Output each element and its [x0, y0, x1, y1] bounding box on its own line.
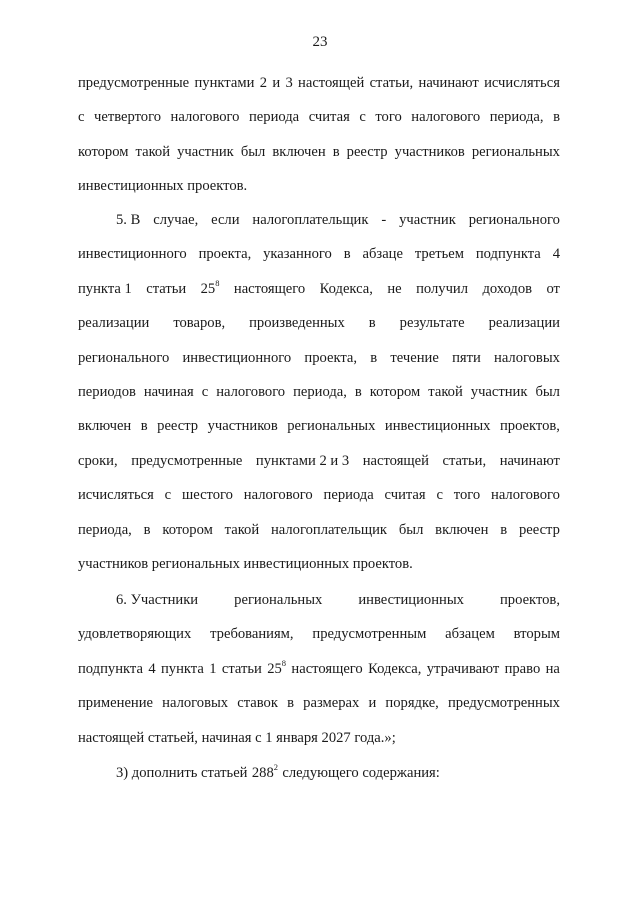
- word: произведенных: [249, 315, 345, 332]
- word: с: [164, 487, 172, 504]
- word: от: [546, 280, 560, 297]
- article-number: $25^8$: [267, 657, 287, 677]
- paragraph-line: [78, 100, 560, 134]
- line-text: настоящей статьей, начиная с 1 января 2027 года.»;: [78, 729, 396, 746]
- paragraph-line: [78, 203, 560, 237]
- word: шестого: [181, 487, 233, 504]
- word: инвестиционных: [358, 592, 464, 608]
- word: проектов,: [499, 418, 560, 435]
- word: 2: [259, 75, 267, 91]
- word: в: [332, 143, 340, 160]
- word: право: [504, 660, 541, 677]
- word: пяти: [452, 349, 481, 366]
- word: в: [368, 315, 376, 332]
- word: начинают: [499, 452, 560, 469]
- word: получил: [416, 280, 469, 297]
- word: участник: [177, 143, 234, 160]
- word: настоящей: [362, 452, 429, 469]
- paragraph-line: [78, 444, 560, 478]
- paragraph-line: [78, 409, 560, 443]
- word: утрачивают: [426, 660, 500, 677]
- article-number: $25^8$: [200, 277, 220, 297]
- line-text: 3) дополнить статьей: [116, 765, 248, 781]
- word: периода,: [78, 521, 132, 538]
- word: налогового: [170, 109, 240, 126]
- paragraph-line: [78, 237, 560, 271]
- word: с: [201, 383, 209, 400]
- word: такой: [224, 521, 260, 538]
- word: порядке,: [385, 695, 439, 712]
- paragraph-line: [78, 341, 560, 375]
- word: реестр: [346, 143, 388, 160]
- word: инвестиционного: [182, 349, 292, 366]
- word: 1: [209, 660, 217, 677]
- word: налоговых: [494, 349, 560, 366]
- word: не: [387, 280, 402, 297]
- paragraph-line: [78, 652, 560, 686]
- word: налоговых: [162, 695, 229, 712]
- word: пунктами 2 и 3: [255, 452, 350, 469]
- word: случае,: [153, 212, 199, 228]
- word: статьи: [221, 660, 262, 677]
- paragraph-line: [78, 513, 560, 547]
- paragraph-line: [78, 721, 560, 755]
- word: подпункта: [475, 246, 541, 263]
- paragraph-line: [78, 478, 560, 512]
- word: проектов,: [499, 592, 560, 608]
- word: настоящего: [233, 280, 306, 297]
- word: статьи: [146, 280, 187, 297]
- word: был: [240, 143, 266, 160]
- word: статьи,: [369, 75, 414, 91]
- word: региональных: [234, 592, 323, 608]
- word: 5. В: [116, 212, 141, 228]
- word: подпункта: [78, 660, 143, 677]
- word: налогоплательщик: [270, 521, 388, 538]
- paragraph-line: [78, 375, 560, 409]
- paragraph-line: [78, 169, 560, 203]
- word: абзацем: [445, 626, 495, 643]
- word: предусмотренным: [312, 626, 427, 643]
- word: пункта: [160, 660, 204, 677]
- word: инвестиционного: [78, 246, 187, 263]
- article-number: $288^2$: [251, 762, 278, 781]
- word: удовлетворяющих: [78, 626, 192, 643]
- word: течение: [390, 349, 439, 366]
- word: инвестиционных: [384, 418, 491, 435]
- paragraph-line: [78, 66, 560, 100]
- word: налогового: [491, 487, 560, 504]
- word: предусмотренные: [131, 452, 243, 469]
- word: периода,: [489, 109, 544, 126]
- paragraph-1: [78, 66, 560, 204]
- word: указанного: [263, 246, 332, 263]
- word: вторым: [513, 626, 560, 643]
- word: пунктами: [194, 75, 255, 91]
- word: размерах: [303, 695, 360, 712]
- word: на: [545, 660, 560, 677]
- word: в: [354, 383, 362, 400]
- paragraph-2: [78, 203, 560, 581]
- word: пункта 1: [78, 280, 132, 297]
- word: настоящей: [298, 75, 365, 91]
- paragraph-line: [78, 583, 560, 617]
- paragraph-line: [78, 756, 560, 790]
- word: налогового: [411, 109, 481, 126]
- word: того: [375, 109, 402, 126]
- word: включен: [272, 143, 326, 160]
- word: товаров,: [173, 315, 226, 332]
- word: в: [140, 418, 148, 435]
- word: участников: [207, 418, 278, 435]
- word: с: [436, 487, 443, 504]
- word: 4: [148, 660, 156, 677]
- word: в: [287, 695, 295, 712]
- word: реестр: [518, 521, 560, 538]
- word: ставок: [237, 695, 278, 712]
- word: настоящего: [291, 660, 363, 677]
- word: котором: [162, 521, 213, 538]
- word: участник: [399, 212, 456, 228]
- paragraph-4: [78, 756, 560, 790]
- word: исчисляться: [484, 75, 560, 91]
- line-text: участников региональных инвестиционных проектов.: [78, 555, 413, 572]
- word: и: [368, 695, 377, 712]
- word: начиная: [143, 383, 194, 400]
- word: того: [453, 487, 481, 504]
- word: налогового: [243, 487, 313, 504]
- word: периода,: [293, 383, 347, 400]
- word: такой: [428, 383, 463, 400]
- word: в: [500, 521, 508, 538]
- word: регионального: [468, 212, 560, 228]
- word: и: [272, 75, 281, 91]
- word: реализации: [488, 315, 560, 332]
- paragraph-line: [78, 135, 560, 169]
- word: начинают: [418, 75, 479, 91]
- word: котором: [369, 383, 421, 400]
- word: применение: [78, 695, 154, 712]
- word: включен: [435, 521, 489, 538]
- line-text: инвестиционных проектов.: [78, 178, 248, 195]
- word: если: [211, 212, 240, 228]
- word: Кодекса,: [319, 280, 373, 297]
- word: региональных: [471, 143, 560, 160]
- word: -: [381, 212, 387, 228]
- word: реестр: [157, 418, 199, 435]
- word: периодов: [78, 383, 136, 400]
- word: предусмотренные: [78, 75, 190, 91]
- line-text: следующего содержания:: [282, 765, 440, 781]
- word: 3: [285, 75, 293, 91]
- word: такой: [135, 143, 171, 160]
- word: налогоплательщик: [252, 212, 369, 228]
- word: региональных: [287, 418, 376, 435]
- word: требованиям,: [210, 626, 294, 643]
- paragraph-3: [78, 583, 560, 755]
- word: четвертого: [94, 109, 161, 126]
- word: доходов: [482, 280, 533, 297]
- word: в: [143, 521, 151, 538]
- word: реализации: [78, 315, 150, 332]
- word: периода: [248, 109, 300, 126]
- word: с: [78, 109, 85, 126]
- word: третьем: [414, 246, 464, 263]
- word: в: [370, 349, 378, 366]
- word: включен: [78, 418, 132, 435]
- word: периода: [323, 487, 374, 504]
- word: был: [398, 521, 424, 538]
- word: участник: [470, 383, 528, 400]
- word: был: [535, 383, 560, 400]
- word: регионального: [78, 349, 170, 366]
- word: предусмотренных: [447, 695, 560, 712]
- word: сроки,: [78, 452, 118, 469]
- word: налогового: [216, 383, 286, 400]
- paragraph-line: [78, 547, 560, 581]
- word: считая: [384, 487, 426, 504]
- word: 4: [552, 246, 560, 263]
- word: участников: [394, 143, 465, 160]
- word: проекта,: [304, 349, 358, 366]
- word: абзаце: [362, 246, 403, 263]
- word: проекта,: [198, 246, 252, 263]
- paragraph-line: [78, 306, 560, 340]
- word: с: [359, 109, 366, 126]
- word: результате: [399, 315, 465, 332]
- paragraph-line: [78, 617, 560, 651]
- word: в: [553, 109, 560, 126]
- word: 6. Участники: [116, 592, 199, 608]
- word: считая: [308, 109, 350, 126]
- word: статьи,: [442, 452, 487, 469]
- word: в: [343, 246, 351, 263]
- paragraph-line: [78, 272, 560, 306]
- word: исчисляться: [78, 487, 154, 504]
- word: котором: [78, 143, 129, 160]
- paragraph-line: [78, 686, 560, 720]
- word: Кодекса,: [368, 660, 422, 677]
- page-number: 23: [312, 34, 328, 50]
